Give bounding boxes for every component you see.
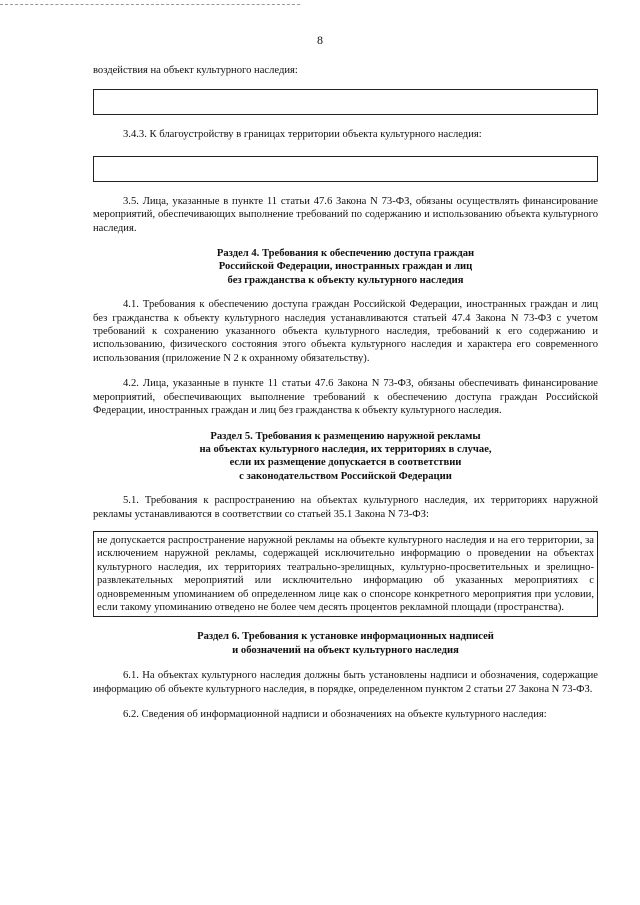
- section-5-title-line: с законодательством Российской Федерации: [239, 470, 452, 482]
- section-4-title-line: Российской Федерации, иностранных граждан и лиц: [218, 261, 473, 273]
- advertising-requirements-text: не допускается распространение наружной рекламы на объекте культурного наследия и на его территории, за исключением наружной рекламы, содержащей исключительно информацию о проведении на объектах культурного наследия, их территориях театрально-зрелищных, культурно-просветительных и зрелищно-развлекательных мероприятий или исключительно информацию об указанных мероприятиях с одновременным упоминанием об определенном лице как о спонсоре конкретного мероприятия при условии, если такому упоминанию отведено не более чем десять процентов рекламной площади (пространства).: [97, 534, 594, 613]
- section-4-title-line: без гражданства к объекту культурного наследия: [227, 274, 464, 286]
- page-number: 8: [317, 33, 323, 47]
- section-5-title-line: на объектах культурного наследия, их территориях в случае,: [199, 443, 492, 455]
- empty-field-box-impact: [93, 89, 598, 115]
- item-6-2: 6.2. Сведения об информационной надписи и обозначениях на объекте культурного наследия:: [123, 709, 547, 720]
- continuation-text: воздействия на объект культурного наследия:: [93, 65, 298, 76]
- document-body: [93, 62, 598, 721]
- section-6-title-line: Раздел 6. Требования к установке информационных надписей: [197, 631, 494, 643]
- section-5-title-line: если их размещение допускается в соответствии: [229, 457, 462, 469]
- section-6-heading: [93, 630, 598, 657]
- section-4-title-line: Раздел 4. Требования к обеспечению доступа граждан: [216, 248, 475, 260]
- item-6-1: 6.1. На объектах культурного наследия должны быть установлены надписи и обозначения, содержащие информацию об объекте культурного наследия, в порядке, определенном пунктом 2 статьи 27 Закона N 73-ФЗ.: [93, 670, 598, 695]
- item-4-1: 4.1. Требования к обеспечению доступа граждан Российской Федерации, иностранных граждан и лиц без гражданства к объекту культурного наследия устанавливаются статьей 47.4 Закона N 73-ФЗ с учетом требований к сохранению указанного объекта культурного наследия, требований к его содержанию и использованию, физического состояния этого объекта культурного наследия и характера его современного использования (приложение N 2 к охранному обязательству).: [93, 299, 598, 364]
- empty-field-box-landscaping: [93, 156, 598, 182]
- section-5-title-line: Раздел 5. Требования к размещению наружной рекламы: [210, 430, 481, 442]
- section-4-heading: [93, 247, 598, 287]
- item-4-2: 4.2. Лица, указанные в пункте 11 статьи 47.6 Закона N 73-ФЗ, обязаны обеспечивать финансирование мероприятий, обеспечивающих выполнение требований к обеспечению доступа граждан Российской Федерации, иностранных граждан и лиц без гражданства к объекту культурного наследия.: [93, 378, 598, 417]
- item-3-5: 3.5. Лица, указанные в пункте 11 статьи 47.6 Закона N 73-ФЗ, обязаны осуществлять финансирование мероприятий, обеспечивающих выполнение требований по содержанию и использованию объекта культурного наследия.: [93, 195, 598, 234]
- scan-edge-line: [0, 4, 300, 5]
- section-6-title-line: и обозначений на объект культурного наследия: [232, 644, 459, 656]
- item-5-1: 5.1. Требования к распространению на объектах культурного наследия, их территориях наружной рекламы устанавливаются в соответствии со статьей 35.1 Закона N 73-ФЗ:: [93, 495, 598, 520]
- item-3-4-3: 3.4.3. К благоустройству в границах территории объекта культурного наследия:: [123, 129, 482, 141]
- section-5-heading: [93, 430, 598, 484]
- advertising-requirements-box: [93, 531, 598, 617]
